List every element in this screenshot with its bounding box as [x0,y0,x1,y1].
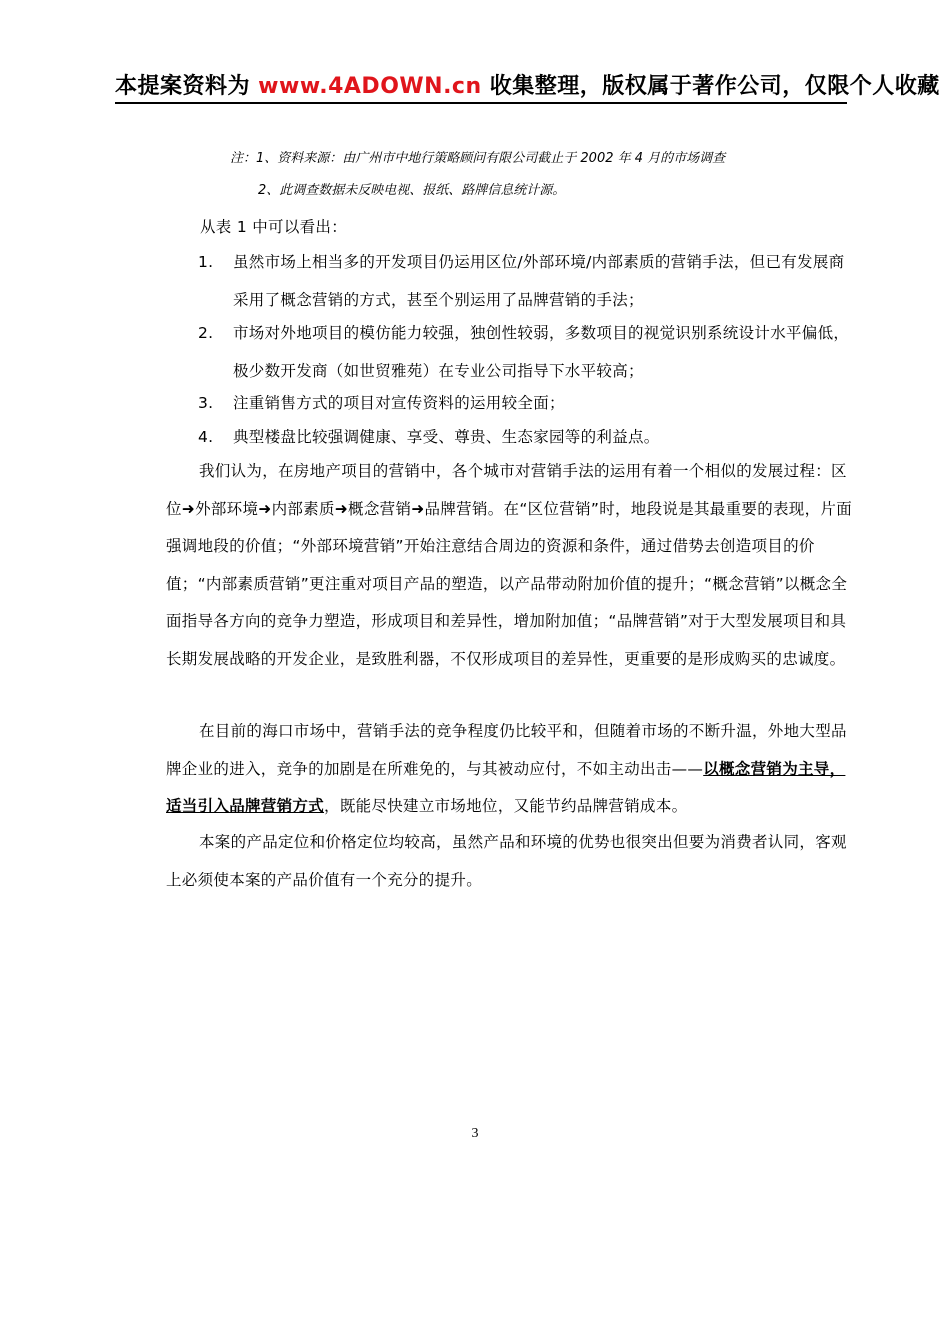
body-paragraph-marketing-stages: 我们认为，在房地产项目的营销中，各个城市对营销手法的运用有着一个相似的发展过程：区位➜外部环境➜内部素质➜概念营销➜品牌营销。在“区位营销”时，地段说是其最重要的表现，片面强调地段的价值；“外部环境营销”开始注意结合周边的资源和条件，通过借势去创造项目的价值；“内部素质营销”更注重对项目产品的塑造，以产品带动附加价值的提升；“概念营销”以概念全面指导各方向的竞争力塑造，形成项目和差异性，增加附加值；“品牌营销”对于大型发展项目和具长期发展战略的开发企业，是致胜利器，不仅形成项目的差异性，更重要的是形成购买的忠诚度。 [166,462,853,668]
list-text: 市场对外地项目的模仿能力较强，独创性较弱，多数项目的视觉识别系统设计水平偏低，极少数开发商（如世贸雅苑）在专业公司指导下水平较高； [233,324,850,380]
body-paragraph-positioning: 本案的产品定位和价格定位均较高，虽然产品和环境的优势也很突出但要为消费者认同，客观上必须使本案的产品价值有一个充分的提升。 [166,833,847,889]
list-item [198,385,858,423]
page-number: 3 [471,1126,479,1141]
list-text: 虽然市场上相当多的开发项目仍运用区位/外部环境/内部素质的营销手法，但已有发展商采用了概念营销的方式，甚至个别运用了品牌营销的手法； [233,253,845,309]
emphasized-strategy: 以概念营销为主导，适当引入品牌营销方式 [166,759,846,815]
body-paragraph-haikou-market [166,713,856,826]
source-note: 注：1、资料来源：由广州市中地行策略顾问有限公司截止于 2002 年 4 月的市场调查 [230,151,726,166]
list-text: 典型楼盘比较强调健康、享受、尊贵、生态家园等的利益点。 [233,428,660,446]
data-note: 2、此调查数据未反映电视、报纸、路牌信息统计源。 [258,183,566,198]
list-item [198,419,858,457]
header-rule [115,102,847,104]
list-item [198,244,858,319]
header-site-link: www.4ADOWN.cn [258,74,482,99]
paragraph-text: ，既能尽快建立市场地位，又能节约品牌营销成本。 [324,797,688,815]
paragraph-text: 在目前的海口市场中，营销手法的竞争程度仍比较平和，但随着市场的不断升温，外地大型品牌企业的进入，竞争的加剧是在所难免的，与其被动应付，不如主动出击—— [166,722,847,778]
page-header [115,70,950,104]
list-number: 2. [198,324,214,342]
list-number: 4. [198,428,214,446]
header-prefix: 本提案资料为 [115,74,259,99]
list-number: 3. [198,394,214,412]
list-item [198,315,858,390]
list-number: 1. [198,253,214,271]
list-text: 注重销售方式的项目对宣传资料的运用较全面； [233,394,565,412]
header-suffix: 收集整理，版权属于著作公司，仅限个人收藏 [481,74,940,99]
intro-text: 从表 1 中可以看出： [200,218,348,236]
